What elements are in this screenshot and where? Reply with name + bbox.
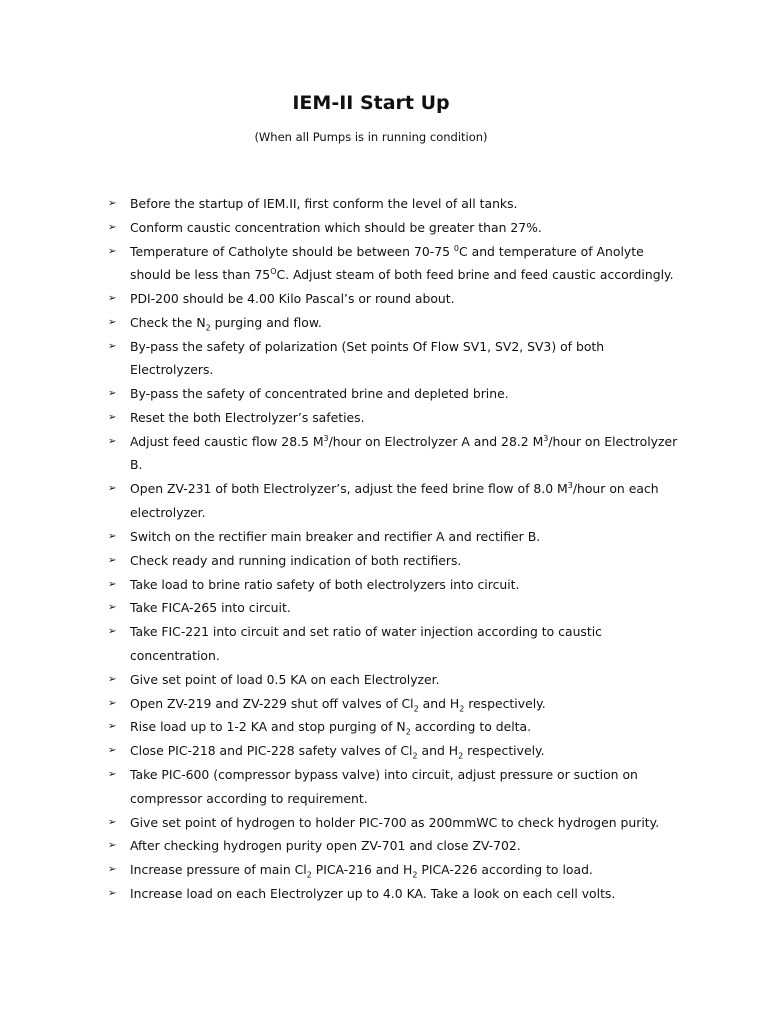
step-text: Take PIC-600 (compressor bypass valve) into circuit, adjust pressure or suction on compressor according to requirement. bbox=[130, 767, 638, 806]
step-item bbox=[108, 287, 686, 310]
step-text: Give set point of hydrogen to holder PIC-700 as 200mmWC to check hydrogen purity. bbox=[130, 814, 660, 830]
step-text: Increase pressure of main Cl bbox=[130, 862, 307, 878]
step-subscript: 2 bbox=[405, 727, 411, 737]
step-text: Take load to brine ratio safety of both electrolyzers into circuit. bbox=[130, 576, 520, 592]
arrow-bullet-icon: ➢ bbox=[108, 769, 117, 781]
step-subscript: 2 bbox=[459, 704, 465, 713]
arrow-bullet-icon: ➢ bbox=[108, 530, 117, 542]
arrow-bullet-icon: ➢ bbox=[108, 221, 117, 233]
step-text: C and temperature of Anolyte should be less than 75 bbox=[130, 243, 644, 283]
step-text: C. Adjust steam of both feed brine and feed caustic accordingly. bbox=[276, 267, 674, 283]
step-item bbox=[108, 573, 686, 596]
step-item bbox=[108, 715, 686, 738]
arrow-bullet-icon: ➢ bbox=[108, 602, 117, 614]
arrow-bullet-icon: ➢ bbox=[108, 293, 117, 305]
step-supscript: 0 bbox=[453, 243, 460, 253]
step-item bbox=[108, 834, 686, 857]
arrow-bullet-icon: ➢ bbox=[108, 317, 117, 329]
step-item bbox=[108, 858, 686, 881]
step-supscript: 3 bbox=[543, 433, 549, 443]
step-text: respectively. bbox=[464, 695, 546, 711]
arrow-bullet-icon: ➢ bbox=[108, 697, 117, 709]
step-item bbox=[108, 240, 686, 287]
step-text: By-pass the safety of concentrated brine and depleted brine. bbox=[130, 386, 509, 402]
step-item bbox=[108, 668, 686, 691]
step-text: and H bbox=[417, 743, 459, 759]
step-item bbox=[108, 335, 686, 382]
arrow-bullet-icon: ➢ bbox=[108, 578, 117, 590]
arrow-bullet-icon: ➢ bbox=[108, 198, 117, 209]
step-item bbox=[108, 192, 686, 215]
step-item bbox=[108, 549, 686, 572]
arrow-bullet-icon: ➢ bbox=[108, 721, 117, 733]
step-item bbox=[108, 739, 686, 762]
step-text: Increase load on each Electrolyzer up to 4.0 KA. Take a look on each cell volts. bbox=[130, 886, 616, 902]
step-supscript: 3 bbox=[567, 481, 573, 491]
step-item bbox=[108, 882, 686, 905]
step-text: Take FIC-221 into circuit and set ratio of water injection according to caustic concentration. bbox=[130, 624, 602, 663]
step-text: Take FICA-265 into circuit. bbox=[130, 600, 291, 616]
step-text: Check the N bbox=[130, 315, 206, 331]
arrow-bullet-icon: ➢ bbox=[108, 673, 117, 685]
step-subscript: 2 bbox=[413, 704, 419, 713]
step-text: By-pass the safety of polarization (Set points Of Flow SV1, SV2, SV3) of both Electrolyzers. bbox=[130, 338, 605, 378]
step-text: and H bbox=[418, 695, 460, 711]
step-item bbox=[108, 620, 686, 667]
arrow-bullet-icon: ➢ bbox=[108, 745, 117, 757]
step-item bbox=[108, 216, 686, 239]
step-item bbox=[108, 430, 686, 477]
arrow-bullet-icon: ➢ bbox=[108, 626, 117, 638]
step-text: Give set point of load 0.5 KA on each Electrolyzer. bbox=[130, 671, 440, 687]
step-text: Conform caustic concentration which should be greater than 27%. bbox=[130, 219, 542, 235]
step-text: according to delta. bbox=[410, 719, 532, 735]
step-item bbox=[108, 811, 686, 834]
step-item bbox=[108, 596, 686, 619]
step-text: Open ZV-231 of both Electrolyzer’s, adjust the feed brine flow of 8.0 M bbox=[130, 481, 568, 497]
step-subscript: 2 bbox=[458, 751, 464, 761]
step-text: Switch on the rectifier main breaker and rectifier A and rectifier B. bbox=[130, 528, 541, 544]
arrow-bullet-icon: ➢ bbox=[108, 340, 117, 352]
arrow-bullet-icon: ➢ bbox=[108, 483, 117, 495]
step-subscript: 2 bbox=[205, 323, 211, 333]
step-text: Temperature of Catholyte should be between 70-75 bbox=[130, 243, 454, 259]
arrow-bullet-icon: ➢ bbox=[108, 245, 117, 257]
step-item bbox=[108, 763, 686, 810]
step-item bbox=[108, 525, 686, 548]
arrow-bullet-icon: ➢ bbox=[108, 816, 117, 828]
step-text: Open ZV-219 and ZV-229 shut off valves of Cl bbox=[130, 695, 414, 711]
step-text: Close PIC-218 and PIC-228 safety valves of Cl bbox=[130, 743, 413, 759]
step-supscript: O bbox=[270, 267, 277, 277]
arrow-bullet-icon: ➢ bbox=[108, 840, 117, 852]
step-item bbox=[108, 692, 686, 715]
step-text: Adjust feed caustic flow 28.5 M bbox=[130, 434, 324, 450]
document-subtitle: (When all Pumps is in running condition) bbox=[254, 130, 488, 144]
step-text: After checking hydrogen purity open ZV-701 and close ZV-702. bbox=[130, 838, 521, 854]
step-text: Before the startup of IEM.II, first conform the level of all tanks. bbox=[130, 196, 518, 211]
arrow-bullet-icon: ➢ bbox=[108, 554, 117, 566]
step-subscript: 2 bbox=[306, 870, 312, 880]
step-item bbox=[108, 406, 686, 429]
arrow-bullet-icon: ➢ bbox=[108, 388, 117, 400]
step-item bbox=[108, 311, 686, 334]
step-text: /hour on each electrolyzer. bbox=[130, 481, 659, 520]
step-supscript: 3 bbox=[323, 433, 329, 443]
step-text: PICA-226 according to load. bbox=[417, 862, 593, 878]
step-text: respectively. bbox=[463, 743, 545, 759]
arrow-bullet-icon: ➢ bbox=[108, 864, 117, 876]
step-item bbox=[108, 477, 686, 524]
document-title: IEM-II Start Up bbox=[292, 92, 450, 114]
step-text: PDI-200 should be 4.00 Kilo Pascal’s or round about. bbox=[130, 291, 455, 307]
step-text: PICA-216 and H bbox=[311, 862, 413, 878]
arrow-bullet-icon: ➢ bbox=[108, 436, 117, 448]
step-text: /hour on Electrolyzer A and 28.2 M bbox=[328, 434, 544, 450]
arrow-bullet-icon: ➢ bbox=[108, 412, 117, 424]
step-text: /hour on Electrolyzer B. bbox=[130, 434, 678, 473]
step-item bbox=[108, 382, 686, 405]
step-text: Check ready and running indication of both rectifiers. bbox=[130, 552, 462, 568]
step-text: purging and flow. bbox=[210, 315, 322, 331]
arrow-bullet-icon: ➢ bbox=[108, 888, 117, 900]
step-subscript: 2 bbox=[412, 870, 418, 880]
startup-steps-list bbox=[108, 192, 686, 906]
step-text: Reset the both Electrolyzer’s safeties. bbox=[130, 410, 365, 426]
step-text: Rise load up to 1-2 KA and stop purging of N bbox=[130, 719, 406, 735]
step-subscript: 2 bbox=[412, 751, 418, 761]
